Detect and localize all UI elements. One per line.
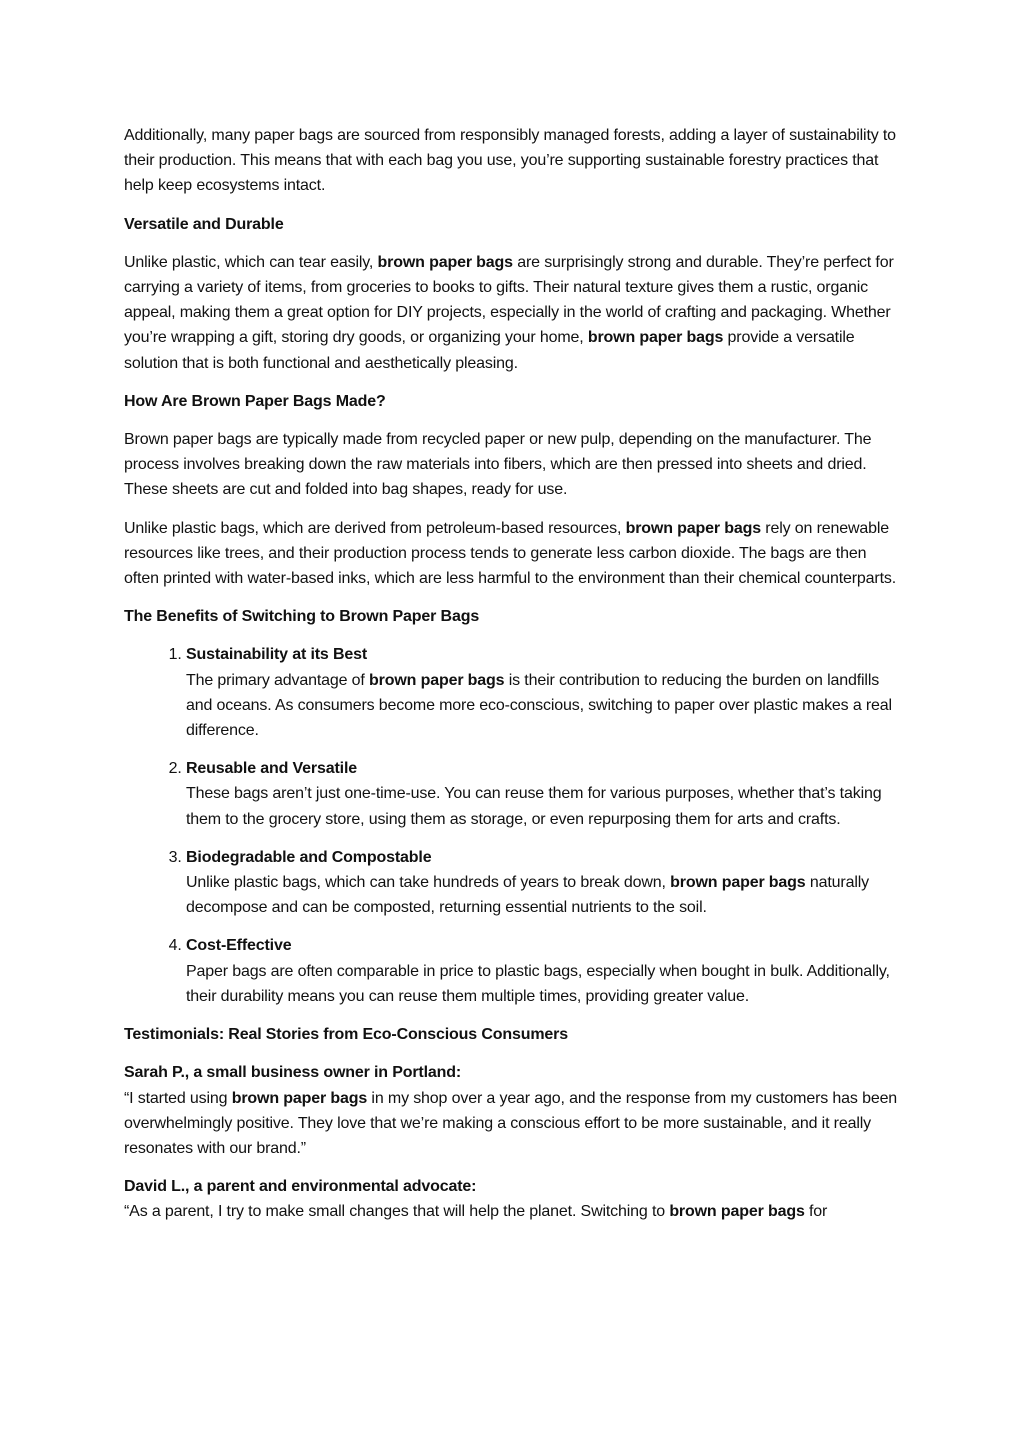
text-span: These bags aren’t just one-time-use. You can reuse them for various purposes, whether that’s taking them to the grocery store, using them as storage, or even repurposing them for arts and crafts. xyxy=(186,785,882,828)
list-item-title: 1. Sustainability at its Best xyxy=(186,646,368,664)
benefits-heading: The Benefits of Switching to Brown Paper Bags xyxy=(124,608,480,626)
text-span: in my shop over a year ago, and the response from my customers has been overwhelmingly positive. They love that we’re making a conscious effort to be more sustainable, and it really resonates with our brand.” xyxy=(124,1089,898,1157)
testimonial-block xyxy=(124,1060,899,1224)
list-item xyxy=(186,845,899,921)
text-span: Unlike plastic, which can tear easily, xyxy=(124,253,378,271)
testimonial-author: Sarah P., a small business owner in Portland: xyxy=(124,1064,462,1082)
benefits-list xyxy=(124,642,899,1009)
list-item-text xyxy=(186,959,899,1009)
list-item-title: 3. Biodegradable and Compostable xyxy=(186,848,432,866)
list-item-text xyxy=(186,781,899,831)
list-item-title: 4. Cost-Effective xyxy=(186,937,292,955)
text-span: “I started using xyxy=(124,1089,232,1107)
versatile-heading: Versatile and Durable xyxy=(124,215,284,233)
testimonial-sarah xyxy=(124,1060,899,1161)
keyword-bold: brown paper bags xyxy=(587,329,724,347)
made-paragraph-2 xyxy=(124,516,899,592)
made-heading: How Are Brown Paper Bags Made? xyxy=(124,392,386,410)
text-span: for xyxy=(804,1203,828,1221)
text-span: provide a versatile solution that is both functional and aesthetically pleasing. xyxy=(124,329,855,372)
testimonial-quote xyxy=(124,1199,899,1224)
list-item-text xyxy=(186,870,899,920)
text-span: rely on renewable resources like trees, and their production process tends to generate less carbon dioxide. The bags are then often printed with water-based inks, which are less harmful to the environment than their chemical counterparts. xyxy=(124,519,897,588)
intro-paragraph: Additionally, many paper bags are sourced from responsibly managed forests, adding a layer of sustainability to their production. This means that with each bag you use, you’re supporting sustainable forestry practices that help keep ecosystems intact. xyxy=(124,127,896,195)
keyword-bold: brown paper bags xyxy=(625,519,761,537)
keyword-bold: brown paper bags xyxy=(669,1203,805,1221)
document-page xyxy=(124,123,899,1238)
made-paragraph-1: Brown paper bags are typically made from recycled paper or new pulp, depending on the manufacturer. The process involves breaking down the raw materials into fibers, which are then pressed into sheets and dried. These sheets are cut and folded into bag shapes, ready for use. xyxy=(124,431,872,499)
text-span: naturally decompose and can be composted, returning essential nutrients to the soil. xyxy=(186,874,869,917)
list-item-title: 2. Reusable and Versatile xyxy=(186,760,358,778)
list-item-text xyxy=(186,668,899,744)
testimonial-quote xyxy=(124,1086,899,1162)
text-span: The primary advantage of xyxy=(186,671,370,689)
testimonials-heading: Testimonials: Real Stories from Eco-Conscious Consumers xyxy=(124,1026,569,1044)
keyword-bold: brown paper bags xyxy=(369,671,505,689)
keyword-bold: brown paper bags xyxy=(377,253,513,271)
text-span: “As a parent, I try to make small changes that will help the planet. Switching to xyxy=(124,1203,670,1221)
keyword-bold: brown paper bags xyxy=(670,874,806,892)
testimonial-author: David L., a parent and environmental advocate: xyxy=(124,1178,477,1196)
text-span: Paper bags are often comparable in price to plastic bags, especially when bought in bulk. Additionally, their durability means you can reuse them multiple times, providing greater value. xyxy=(186,962,890,1005)
list-item xyxy=(186,933,899,1009)
testimonial-david xyxy=(124,1174,899,1224)
versatile-paragraph xyxy=(124,250,899,376)
text-span: is their contribution to reducing the burden on landfills and oceans. As consumers become more eco-conscious, switching to paper over plastic makes a real difference. xyxy=(186,671,892,740)
list-item xyxy=(186,756,899,832)
keyword-bold: brown paper bags xyxy=(231,1089,368,1107)
text-span: are surprisingly strong and durable. They’re perfect for carrying a variety of items, from groceries to books to gifts. Their natural texture gives them a rustic, organic appeal, making them a great option for DIY projects, especially in the world of crafting and packaging. Whether you’re wrapping a gift, storing dry goods, or organizing your home, xyxy=(124,253,894,347)
text-span: Unlike plastic bags, which can take hundreds of years to break down, xyxy=(186,874,671,892)
text-span: Unlike plastic bags, which are derived from petroleum-based resources, xyxy=(124,519,626,537)
list-item xyxy=(186,642,899,743)
